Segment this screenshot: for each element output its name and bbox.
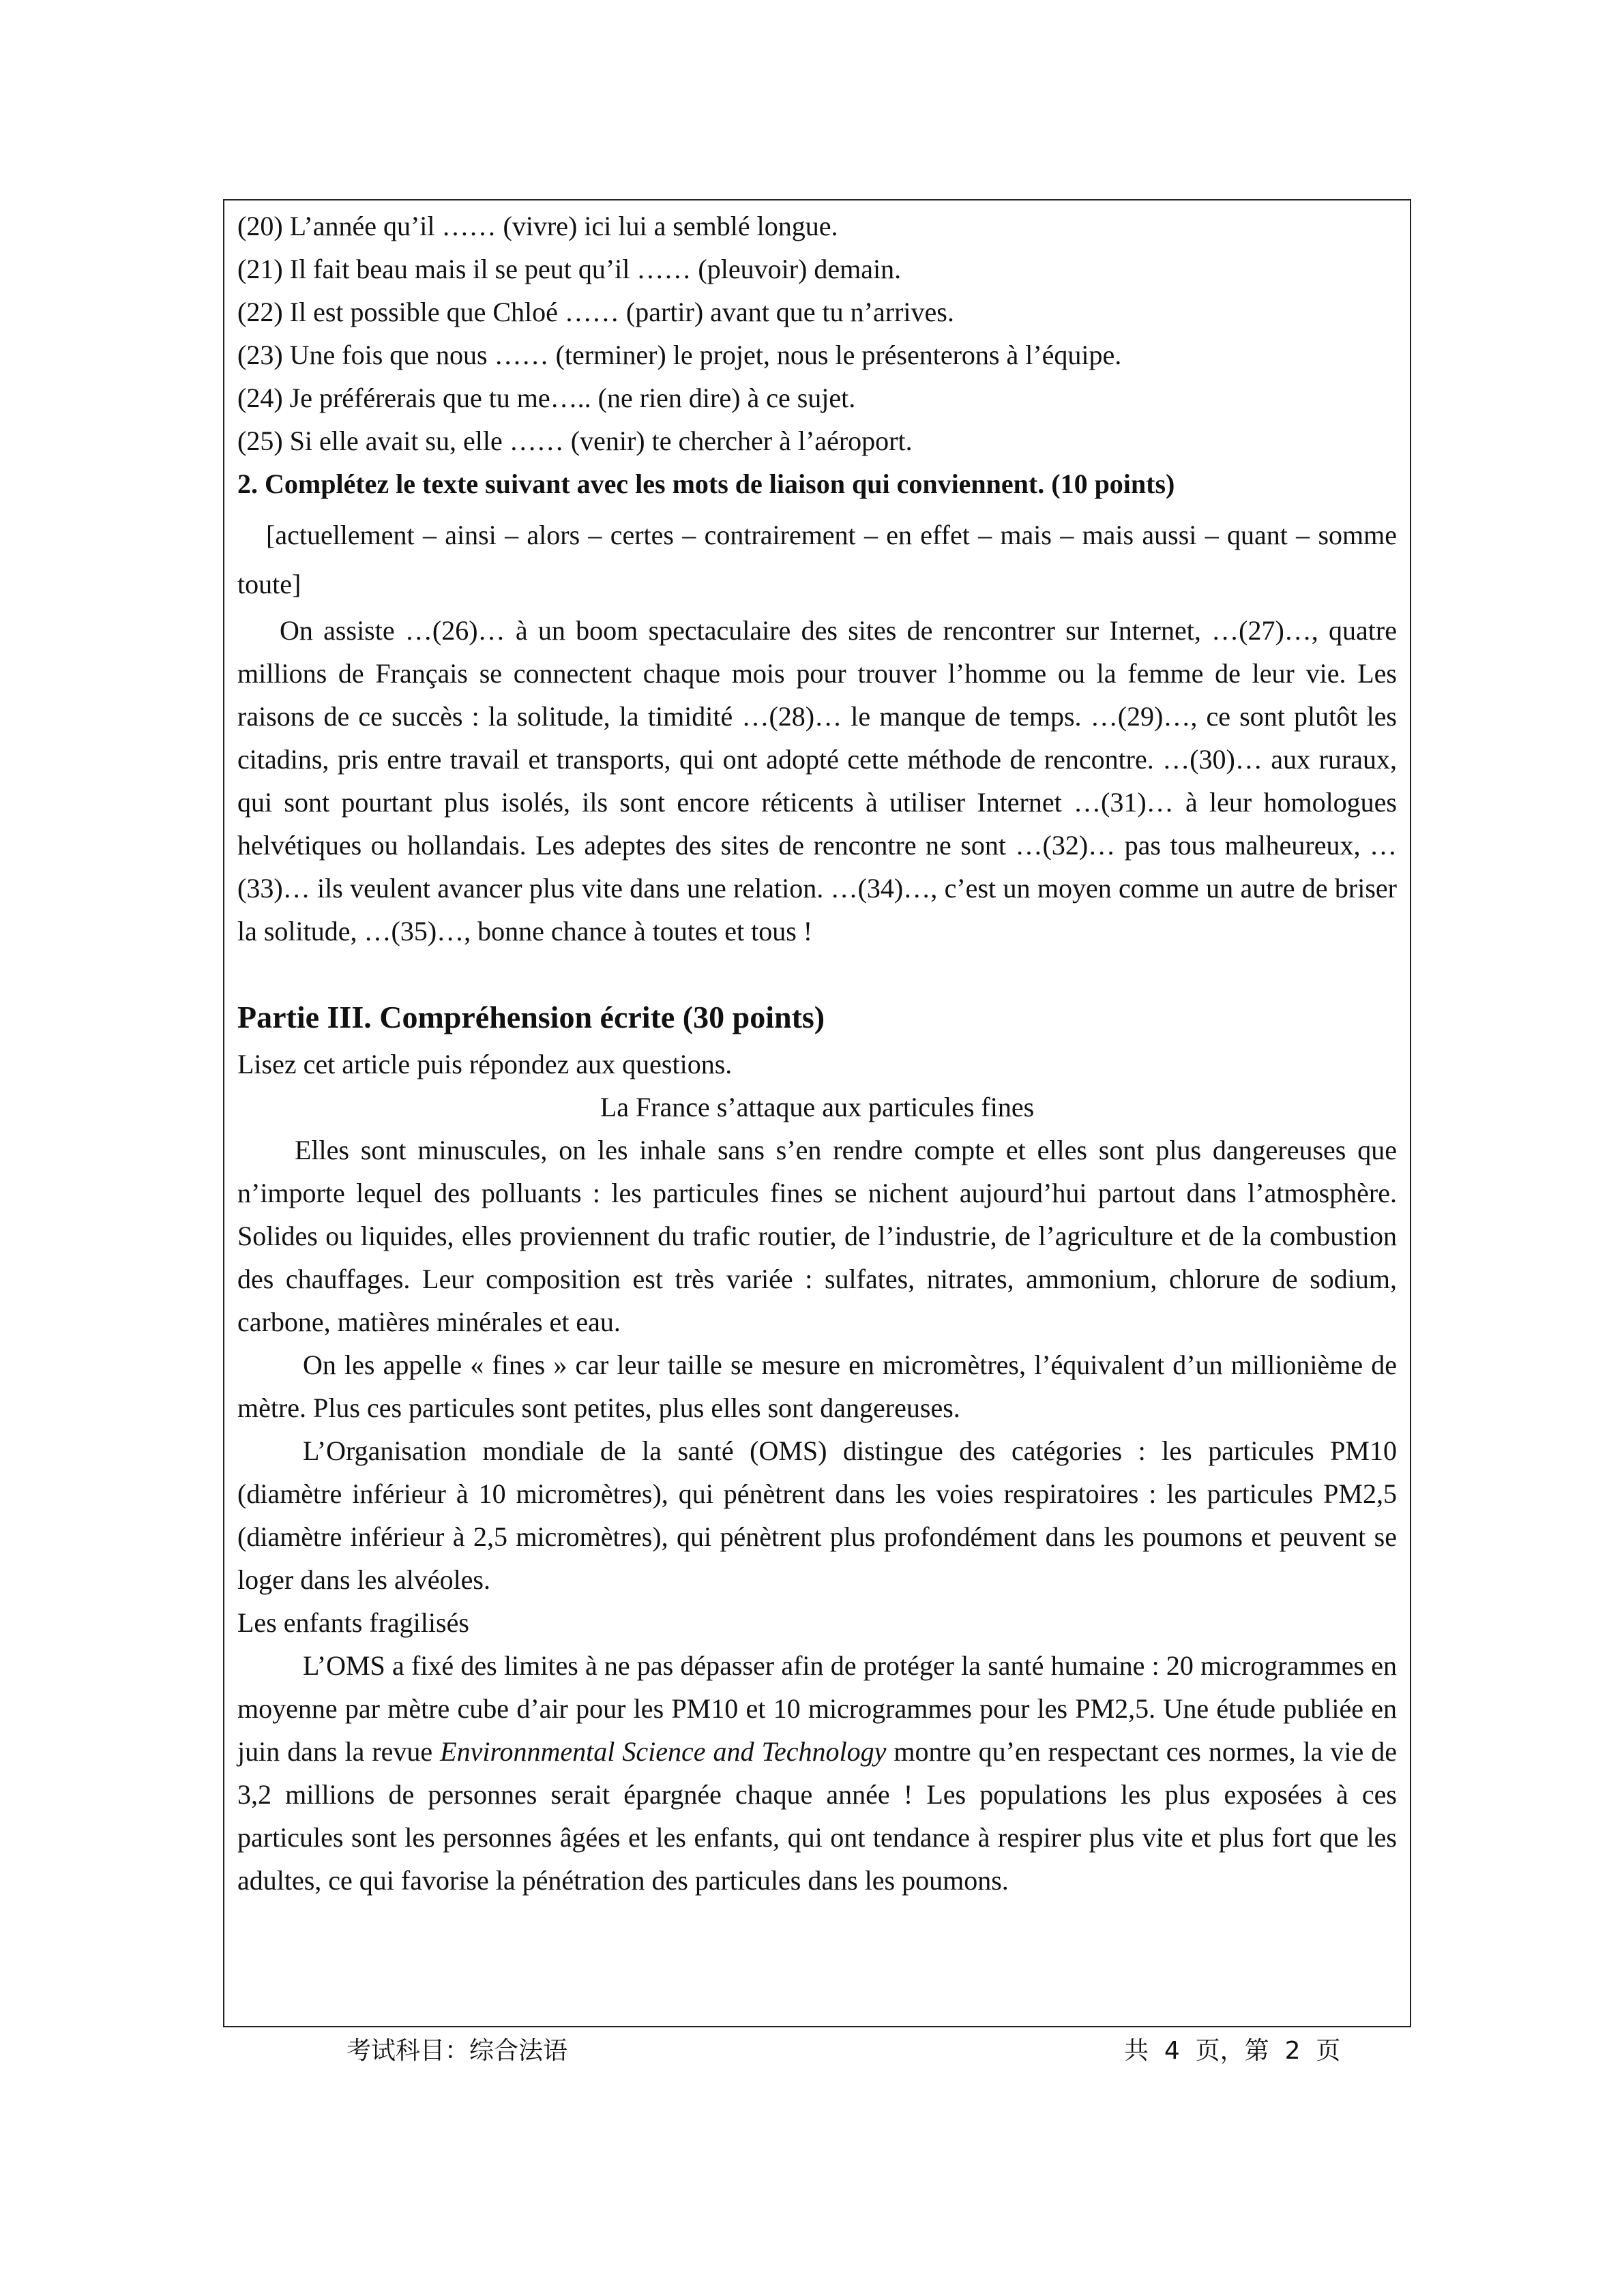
exercise-2-heading: 2. Complétez le texte suivant avec les mots de liaison qui conviennent. (10 points) [237, 468, 1175, 499]
reading-instruction: Lisez cet article puis répondez aux questions. [237, 1049, 733, 1079]
question-20: (20) L’année qu’il …… (vivre) ici lui a semblé longue. [237, 211, 838, 241]
article-paragraph: On les appelle « fines » car leur taille se mesure en micromètres, l’équivalent d’un millionième de mètre. Plus ces particules sont petites, plus elles sont dangereuses. [237, 1350, 1397, 1423]
paragraph-text-start: L’OMS a fixé des limites à ne pas dépasser afin de protéger la santé humaine : 20 microgrammes en moyenne par mètre cube d’air pour les PM10 et 10 microgrammes pour les PM2,5. Une étude publiée en juin dans la revue [237, 1650, 1397, 1767]
question-24: (24) Je préférerais que tu me….. (ne rien dire) à ce sujet. [237, 383, 856, 413]
article-paragraph [237, 1644, 1397, 1902]
exam-content [237, 205, 1397, 1902]
question-22: (22) Il est possible que Chloé …… (partir) avant que tu n’arrives. [237, 297, 954, 327]
journal-name: Environnmental Science and Technology [440, 1736, 887, 1767]
question-25: (25) Si elle avait su, elle …… (venir) te chercher à l’aéroport. [237, 426, 913, 456]
paragraph-text-end: montre qu’en respectant ces normes, la vie de 3,2 millions de personnes serait épargnée chaque année ! Les populations les plus exposées à ces particules sont les personnes âgées et les enfants, qui ont tendance à respirer plus vite et plus fort que les adultes, ce qui favorise la pénétration des particules dans les poumons. [237, 1736, 1397, 1896]
question-21: (21) Il fait beau mais il se peut qu’il …… (pleuvoir) demain. [237, 254, 902, 284]
question-23: (23) Une fois que nous …… (terminer) le projet, nous le présenterons à l’équipe. [237, 340, 1122, 370]
article-title: La France s’attaque aux particules fines [600, 1092, 1035, 1122]
article-paragraph: Elles sont minuscules, on les inhale sans s’en rendre compte et elles sont plus dangereuses que n’importe lequel des polluants : les particules fines se nichent aujourd’hui partout dans l’atmosphère. Solides ou liquides, elles proviennent du trafic routier, de l’industrie, de l’agriculture et de la combustion des chauffages. Leur composition est très variée : sulfates, nitrates, ammonium, chlorure de sodium, carbone, matières minérales et eau. [237, 1135, 1397, 1337]
article-paragraph: L’Organisation mondiale de la santé (OMS) distingue des catégories : les particules PM10 (diamètre inférieur à 10 micromètres), qui pénètrent dans les voies respiratoires : les particules PM2,5 (diamètre inférieur à 2,5 micromètres), qui pénètrent plus profondément dans les poumons et peuvent se loger dans les alvéoles. [237, 1435, 1397, 1595]
connector-word-list: [actuellement – ainsi – alors – certes – contrairement – en effet – mais – mais aussi – quant – somme toute] [237, 520, 1397, 599]
page-number: 共 4 页，第 2 页 [1124, 2037, 1341, 2065]
article-subheading: Les enfants fragilisés [237, 1607, 469, 1638]
exam-subject: 考试科目：综合法语 [346, 2037, 568, 2065]
exercise-1-list [237, 205, 1397, 462]
section-title: Partie III. Compréhension écrite (30 points) [237, 1000, 825, 1034]
page-footer [0, 2031, 1624, 2072]
cloze-text: On assiste …(26)… à un boom spectaculaire des sites de rencontrer sur Internet, …(27)…, quatre millions de Français se connectent chaque mois pour trouver l’homme ou la femme de leur vie. Les raisons de ce succès : la solitude, la timidité …(28)… le manque de temps. …(29)…, ce sont plutôt les citadins, pris entre travail et transports, qui ont adopté cette méthode de rencontre. …(30)… aux ruraux, qui sont pourtant plus isolés, ils sont encore réticents à utiliser Internet …(31)… à leur homologues helvétiques ou hollandais. Les adeptes des sites de rencontre ne sont …(32)… pas tous malheureux, …(33)… ils veulent avancer plus vite dans une relation. …(34)…, c’est un moyen comme un autre de briser la solitude, …(35)…, bonne chance à toutes et tous ! [237, 615, 1397, 946]
